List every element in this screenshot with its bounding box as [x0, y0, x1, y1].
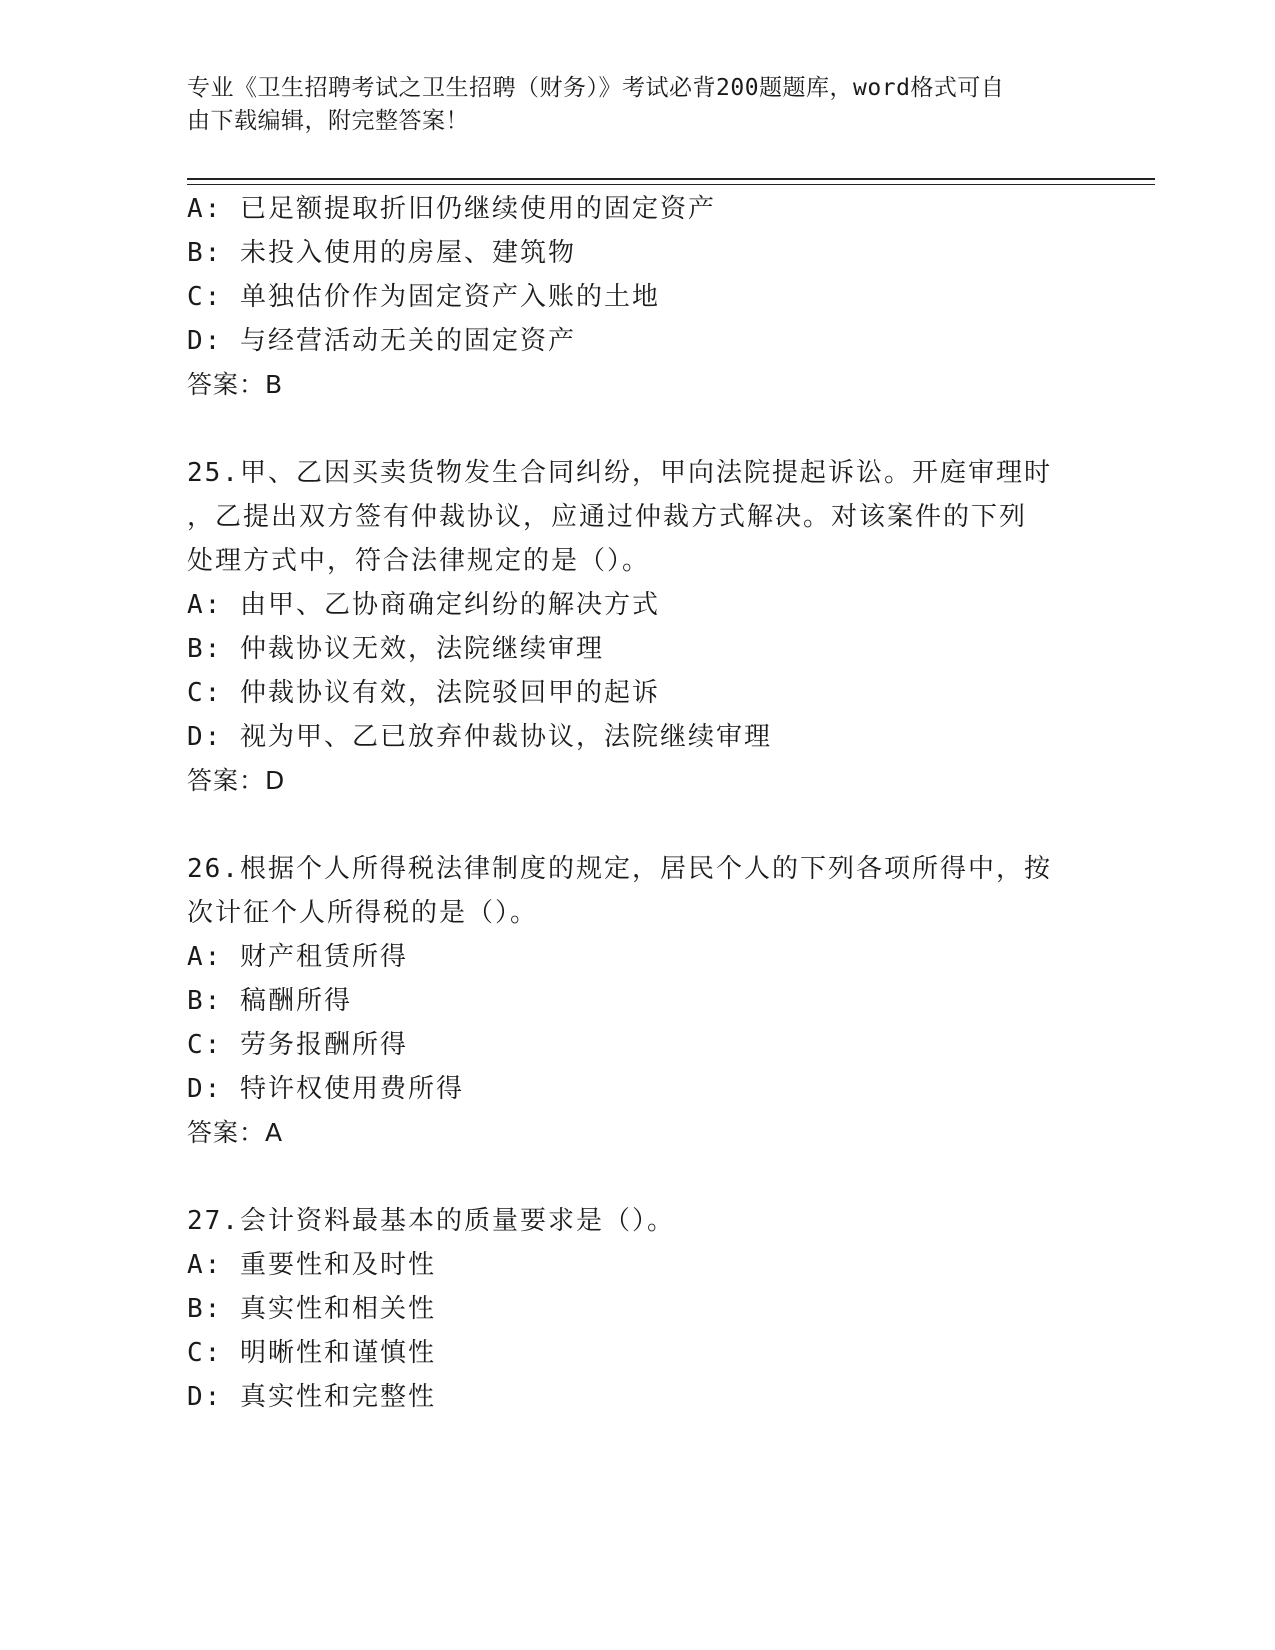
q27-stem-line-1: 27.会计资料最基本的质量要求是（）。 — [187, 1206, 675, 1236]
q26-option-c: C: 劳务报酬所得 — [187, 1030, 408, 1060]
q25-stem-line-3: 处理方式中，符合法律规定的是（）。 — [187, 546, 651, 576]
header-line-2: 由下载编辑，附完整答案！ — [187, 108, 469, 134]
q27-option-a: A: 重要性和及时性 — [187, 1250, 436, 1280]
q26-stem-line-2: 次计征个人所得税的是（）。 — [187, 898, 539, 928]
header-divider-thick — [187, 178, 1155, 180]
q25-stem-line-2: ，乙提出双方签有仲裁协议，应通过仲裁方式解决。对该案件的下列 — [187, 502, 1028, 532]
q27-option-d: D: 真实性和完整性 — [187, 1382, 436, 1412]
q25-option-a: A: 由甲、乙协商确定纠纷的解决方式 — [187, 590, 660, 620]
header-line-1: 专业《卫生招聘考试之卫生招聘（财务）》考试必背200题题库，word格式可自 — [187, 75, 1005, 101]
header-divider-thin — [187, 184, 1155, 185]
q26-answer: 答案：A — [187, 1118, 284, 1147]
q24-option-b: B: 未投入使用的房屋、建筑物 — [187, 238, 576, 268]
q25-answer: 答案：D — [187, 766, 286, 795]
q25-stem-line-1: 25.甲、乙因买卖货物发生合同纠纷，甲向法院提起诉讼。开庭审理时 — [187, 458, 1052, 488]
q27-option-b: B: 真实性和相关性 — [187, 1294, 436, 1324]
q24-option-d: D: 与经营活动无关的固定资产 — [187, 326, 576, 356]
q26-stem-line-1: 26.根据个人所得税法律制度的规定，居民个人的下列各项所得中，按 — [187, 854, 1052, 884]
q25-option-b: B: 仲裁协议无效，法院继续审理 — [187, 634, 604, 664]
q27-option-c: C: 明晰性和谨慎性 — [187, 1338, 436, 1368]
q25-option-c: C: 仲裁协议有效，法院驳回甲的起诉 — [187, 678, 660, 708]
q24-option-a: A: 已足额提取折旧仍继续使用的固定资产 — [187, 194, 716, 224]
q24-answer: 答案：B — [187, 370, 284, 399]
q26-option-b: B: 稿酬所得 — [187, 986, 352, 1016]
q26-option-a: A: 财产租赁所得 — [187, 942, 408, 972]
q26-option-d: D: 特许权使用费所得 — [187, 1074, 464, 1104]
q25-option-d: D: 视为甲、乙已放弃仲裁协议，法院继续审理 — [187, 722, 772, 752]
document-header — [187, 72, 1067, 138]
q24-option-c: C: 单独估价作为固定资产入账的土地 — [187, 282, 660, 312]
